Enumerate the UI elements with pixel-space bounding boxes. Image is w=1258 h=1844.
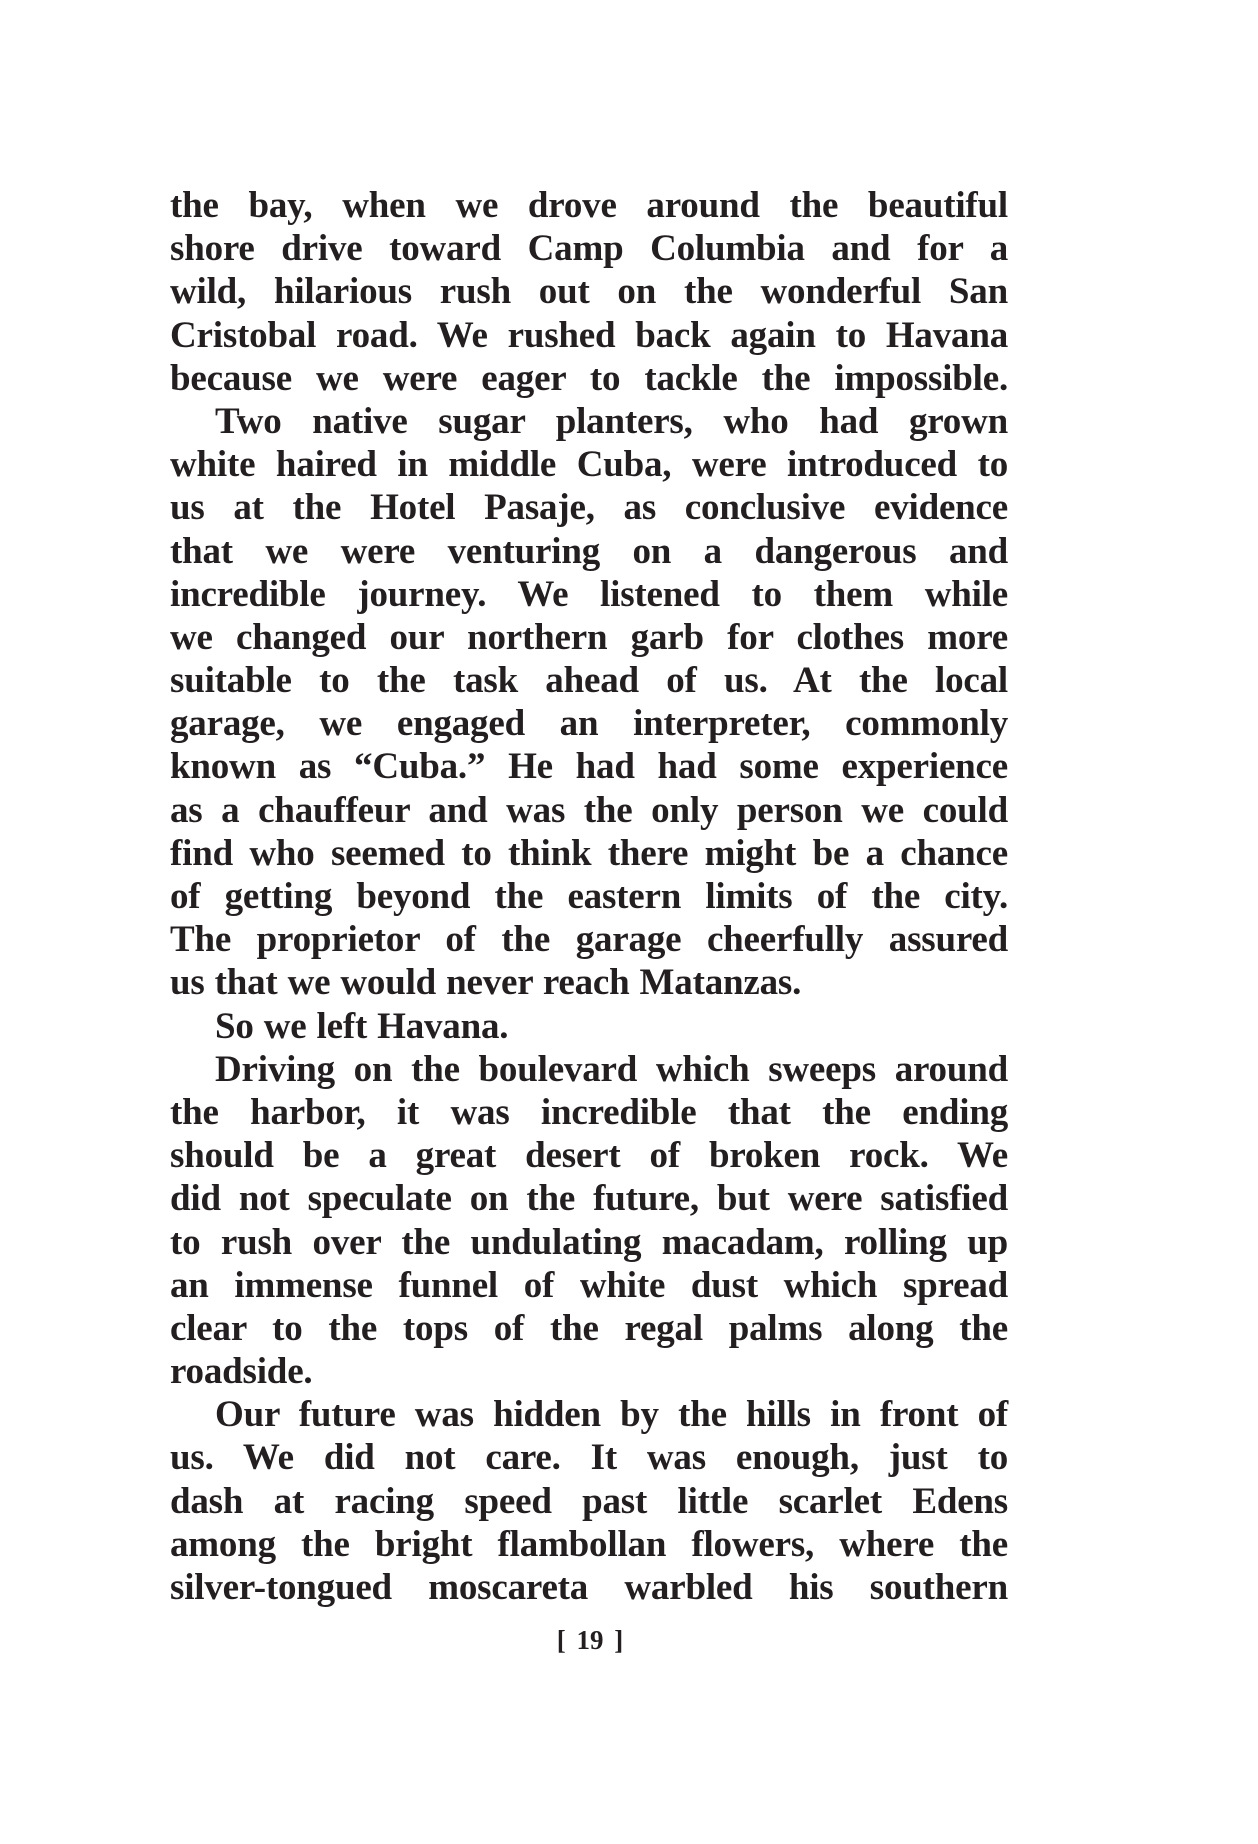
page-number: [ 19 ] <box>556 1625 624 1655</box>
text-line: clear to the tops of the regal palms along the <box>170 1307 1008 1349</box>
text-line: we changed our northern garb for clothes more <box>170 616 1008 658</box>
paragraph-start-line: Our future was hidden by the hills in front of <box>215 1394 1008 1436</box>
text-line: of getting beyond the eastern limits of the city. <box>170 876 1008 917</box>
text-line: known as “Cuba.” He had had some experience <box>170 746 1008 788</box>
paragraph-end-line: roadside. <box>170 1351 313 1393</box>
text-line: incredible journey. We listened to them while <box>170 573 1008 615</box>
paragraph-start-line: Driving on the boulevard which sweeps around <box>215 1048 1008 1090</box>
text-line: that we were venturing on a dangerous and <box>170 530 1008 572</box>
text-line: garage, we engaged an interpreter, commonly <box>170 703 1008 745</box>
text-line: Cristobal road. We rushed back again to Havana <box>170 314 1008 356</box>
text-line: silver-tongued moscareta warbled his southern <box>170 1567 1008 1608</box>
text-line: an immense funnel of white dust which spread <box>170 1264 1008 1306</box>
text-line: because we were eager to tackle the impossible. <box>170 357 1008 399</box>
text-line: the harbor, it was incredible that the ending <box>170 1091 1008 1133</box>
text-line: as a chauffeur and was the only person we could <box>170 789 1008 831</box>
text-line: should be a great desert of broken rock. We <box>170 1135 1008 1177</box>
text-line: did not speculate on the future, but were satisfied <box>170 1178 1008 1220</box>
body-text <box>170 184 1008 1609</box>
text-line: the bay, when we drove around the beautiful <box>170 185 1008 226</box>
text-line: among the bright flambollan flowers, where the <box>170 1523 1008 1565</box>
text-line: suitable to the task ahead of us. At the local <box>170 660 1008 702</box>
text-line: wild, hilarious rush out on the wonderful San <box>170 271 1008 313</box>
text-line: us at the Hotel Pasaje, as conclusive evidence <box>170 487 1008 529</box>
text-line: shore drive toward Camp Columbia and for a <box>170 228 1008 270</box>
text-line: find who seemed to think there might be a chance <box>170 832 1008 874</box>
paragraph-single-line: So we left Havana. <box>215 1005 509 1047</box>
paragraph-end-line: us that we would never reach Matanzas. <box>170 962 802 1004</box>
text-line: white haired in middle Cuba, were introduced to <box>170 444 1008 486</box>
text-line: us. We did not care. It was enough, just to <box>170 1437 1008 1479</box>
paragraph-start-line: Two native sugar planters, who had grown <box>215 400 1008 442</box>
text-line: to rush over the undulating macadam, rolling up <box>170 1221 1008 1263</box>
text-line: dash at racing speed past little scarlet Edens <box>170 1480 1008 1522</box>
text-line: The proprietor of the garage cheerfully assured <box>170 919 1008 961</box>
